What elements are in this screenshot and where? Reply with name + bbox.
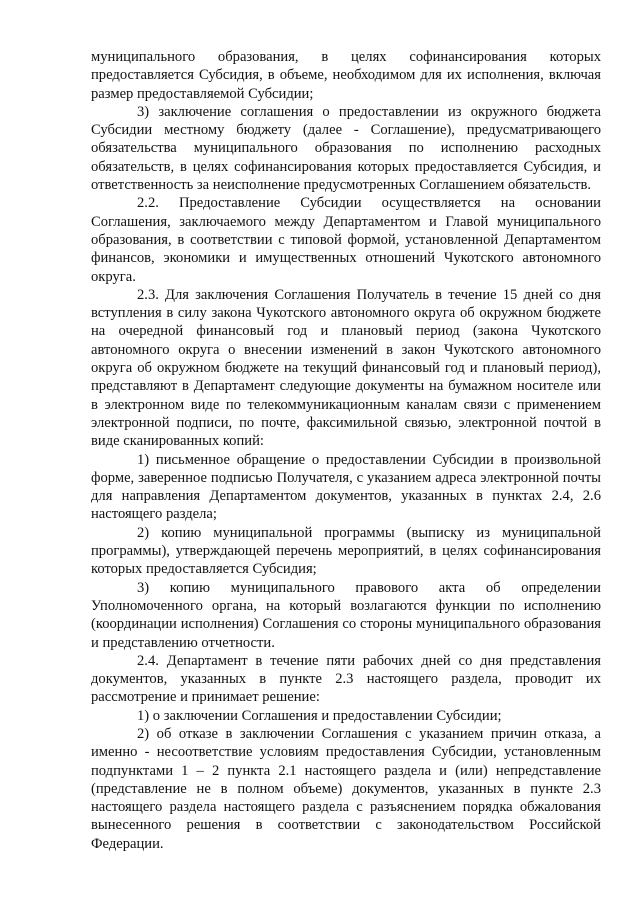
paragraph-2-2: 2.2. Предоставление Субсидии осуществляется на основании Соглашения, заключаемого между Департаментом и Главой муниципального образования, в соответствии с типовой формой, установленной Департаментом финансов, экономики и имущественных отношений Чукотского автономного округа.	[91, 195, 601, 285]
document-body	[91, 48, 601, 853]
paragraph-continuation: муниципального образования, в целях софинансирования которых предоставляется Субсидия, в объеме, необходимом для их исполнения, включая размер предоставляемой Субсидии;	[91, 49, 601, 102]
paragraph-2-4-item-2: 2) об отказе в заключении Соглашения с указанием причин отказа, а именно - несоответствие условиям предоставления Субсидии, установленным подпунктами 1 – 2 пункта 2.1 настоящего раздела и (или) непредставление (представление не в полном объеме) документов, указанных в пункте 2.3 настоящего раздела настоящего раздела с разъяснением порядка обжалования вынесенного решения в соответствии с законодательством Российской Федерации.	[91, 725, 601, 852]
paragraph-2-4: 2.4. Департамент в течение пяти рабочих дней со дня представления документов, указанных в пункте 2.3 настоящего раздела, проводит их рассмотрение и принимает решение:	[91, 652, 601, 706]
paragraph-2-3-item-3: 3) копию муниципального правового акта об определении Уполномоченного органа, на который возлагаются функции по исполнению (координации исполнения) Соглашения со стороны муниципального образования и представлению отчетности.	[91, 579, 601, 651]
paragraph-2-3: 2.3. Для заключения Соглашения Получатель в течение 15 дней со дня вступления в силу закона Чукотского автономного округа об окружном бюджете на очередной финансовый год и плановый период (закона Чукотского автономного округа о внесении изменений в закон Чукотского автономного округа об окружном бюджете на текущий финансовый год и плановый период), представляют в Департамент следующие документы на бумажном носителе или в электронном виде по телекоммуникационным каналам связи с применением электронной подписи, по почте, факсимильной связью, электронной почтой в виде сканированных копий:	[91, 286, 601, 450]
paragraph-2-4-item-1: 1) о заключении Соглашения и предоставлении Субсидии;	[137, 707, 502, 724]
paragraph-2-3-item-2: 2) копию муниципальной программы (выписку из муниципальной программы), утверждающей перечень мероприятий, в целях софинансирования которых предоставляется Субсидия;	[91, 524, 601, 578]
paragraph-item-3-agreement: 3) заключение соглашения о предоставлении из окружного бюджета Субсидии местному бюджету (далее - Соглашение), предусматривающего обязательства муниципального образования по исполнению расходных обязательств, в целях софинансирования которых предоставляется Субсидия, и ответственность за неисполнение предусмотренных Соглашением обязательств.	[91, 103, 601, 194]
paragraph-2-3-item-1: 1) письменное обращение о предоставлении Субсидии в произвольной форме, заверенное подписью Получателя, с указанием адреса электронной почты для направления Департаментом документов, указанных в пунктах 2.4, 2.6 настоящего раздела;	[91, 451, 601, 523]
